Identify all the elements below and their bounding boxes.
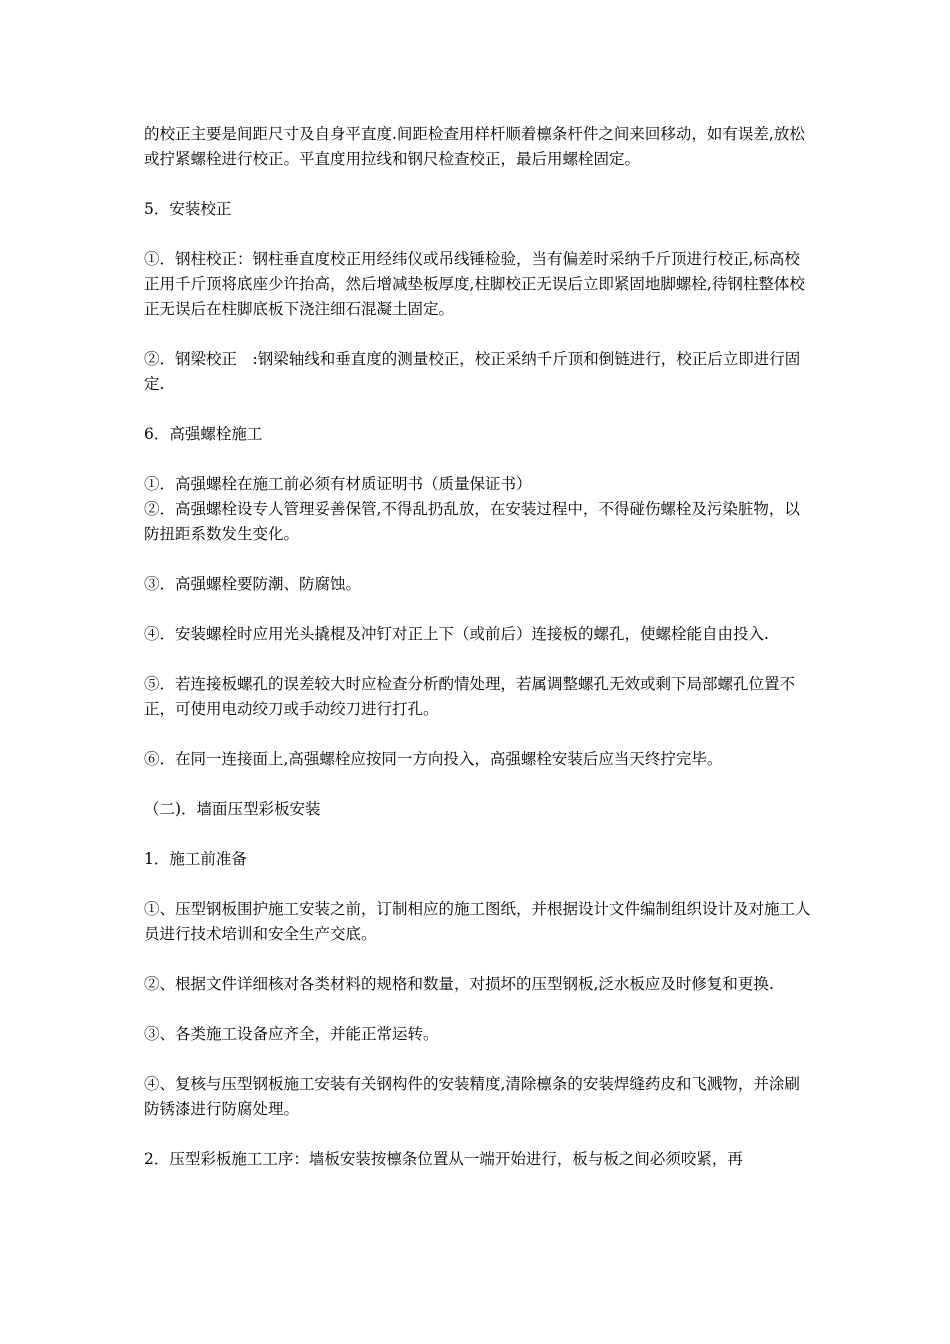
paragraph-beam-correction: ②．钢梁校正 :钢梁轴线和垂直度的测量校正，校正采纳千斤顶和倒链进行，校正后立即进行固定. [144,350,801,393]
paragraph-bolt-storage: ②．高强螺栓设专人管理妥善保管,不得乱扔乱放，在安装过程中，不得碰伤螺栓及污染脏物，以防扭距系数发生变化。 [144,500,800,543]
heading-1-preparation: 1．施工前准备 [144,850,247,868]
heading-6-bolt-construction: 6．高强螺栓施工 [144,425,263,443]
paragraph-gap [144,447,814,472]
heading-wall-panel-install: （二)．墙面压型彩板安装 [144,800,321,818]
paragraph-hole-error: ⑤．若连接板螺孔的误差较大时应检查分析酌情处理，若属调整螺孔无效或剩下局部螺孔位置不正，可使用电动绞刀或手动绞刀进行打孔。 [144,675,796,718]
paragraph-gap [144,647,814,672]
paragraph-bolt-moisture: ③．高强螺栓要防潮、防腐蚀。 [144,575,362,593]
paragraph-bolt-alignment: ④．安装螺栓时应用光头撬棍及冲钉对正上下（或前后）连接板的螺孔，使螺栓能自由投入. [144,625,769,643]
paragraph-same-direction: ⑥．在同一连接面上,高强螺栓应按同一方向投入，高强螺栓安装后应当天终拧完毕。 [144,750,723,768]
paragraph-gap [144,772,814,797]
paragraph-gap [144,822,814,847]
paragraph-panel-procedure: 2．压型彩板施工工序：墙板安装按檩条位置从一端开始进行，板与板之间必须咬紧，再 [144,1150,743,1168]
paragraph-prep-drawings: ①、压型钢板围护施工安装之前，订制相应的施工图纸，并根据设计文件编制组织设计及对施工人员进行技术培训和安全生产交底。 [144,900,811,943]
paragraph-gap [144,722,814,747]
paragraph-prep-materials: ②、根据文件详细核对各类材料的规格和数量，对损坏的压型钢板,泛水板应及时修复和更换. [144,975,774,993]
paragraph-gap [144,222,814,247]
paragraph-gap [144,322,814,347]
heading-5-install-correction: 5．安装校正 [144,200,232,218]
paragraph-bolt-certificate: ①．高强螺栓在施工前必须有材质证明书（质量保证书） [144,475,532,493]
paragraph-column-correction: ①．钢柱校正：钢柱垂直度校正用经纬仪或吊线锤检验，当有偏差时采纳千斤顶进行校正,标高校正用千斤顶将底座少许抬高，然后增减垫板厚度,柱脚校正无误后立即紧固地脚螺栓,待钢柱整体校正无误后在柱脚底板下浇注细石混凝土固定。 [144,250,805,318]
paragraph-gap [144,597,814,622]
paragraph-gap [144,997,814,1022]
paragraph-gap [144,872,814,897]
paragraph-prep-review: ④、复核与压型钢板施工安装有关钢构件的安装精度,清除檩条的安装焊缝药皮和飞溅物，并涂刷防锈漆进行防腐处理。 [144,1075,800,1118]
paragraph-prep-equipment: ③、各类施工设备应齐全，并能正常运转。 [144,1025,439,1043]
paragraph-gap [144,1122,814,1147]
paragraph-gap [144,172,814,197]
document-page [144,122,814,1172]
paragraph-gap [144,947,814,972]
paragraph-gap [144,1047,814,1072]
paragraph-gap [144,547,814,572]
paragraph-gap [144,397,814,422]
paragraph-intro: 的校正主要是间距尺寸及自身平直度.间距检查用样杆顺着檩条杆件之间来回移动，如有误差,放松或拧紧螺栓进行校正。平直度用拉线和钢尺检查校正，最后用螺栓固定。 [144,125,805,168]
